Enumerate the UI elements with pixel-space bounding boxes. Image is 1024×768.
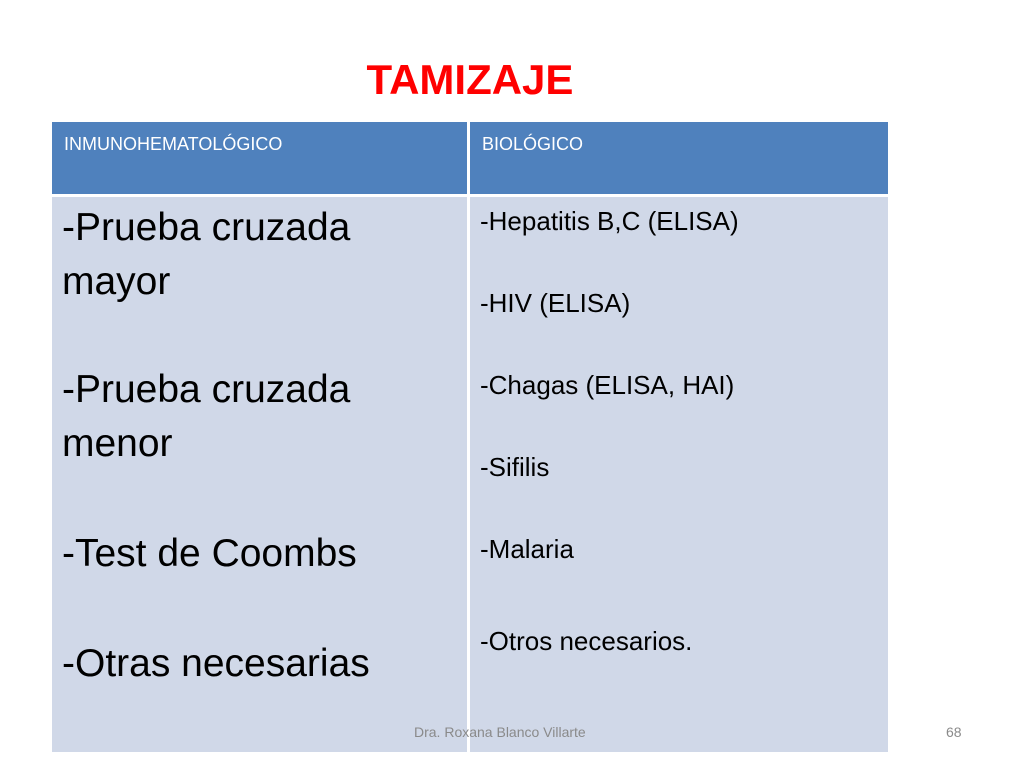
- page-number: 68: [946, 724, 962, 740]
- list-item: -Test de Coombs: [62, 532, 357, 575]
- list-item: -Hepatitis B,C (ELISA): [480, 206, 739, 236]
- list-item: -Prueba cruzada mayor: [62, 206, 351, 303]
- list-item: -Otros necesarios.: [480, 626, 693, 656]
- list-item: -Sifilis: [480, 452, 550, 482]
- list-item: -Otras necesarias: [62, 642, 370, 685]
- screening-table: [52, 122, 888, 752]
- list-item: -HIV (ELISA): [480, 288, 631, 318]
- list-item: -Chagas (ELISA, HAI): [480, 370, 735, 400]
- inmunohematologico-cell: [52, 197, 467, 752]
- list-item: -Prueba cruzada menor: [62, 368, 351, 465]
- header-inmunohematologico: INMUNOHEMATOLÓGICO: [52, 122, 467, 194]
- header-biologico: BIOLÓGICO: [470, 122, 888, 194]
- slide-title: TAMIZAJE: [366, 56, 574, 103]
- footer-author: Dra. Roxana Blanco Villarte: [414, 724, 586, 740]
- biologico-cell: [470, 197, 888, 752]
- list-item: -Malaria: [480, 534, 574, 564]
